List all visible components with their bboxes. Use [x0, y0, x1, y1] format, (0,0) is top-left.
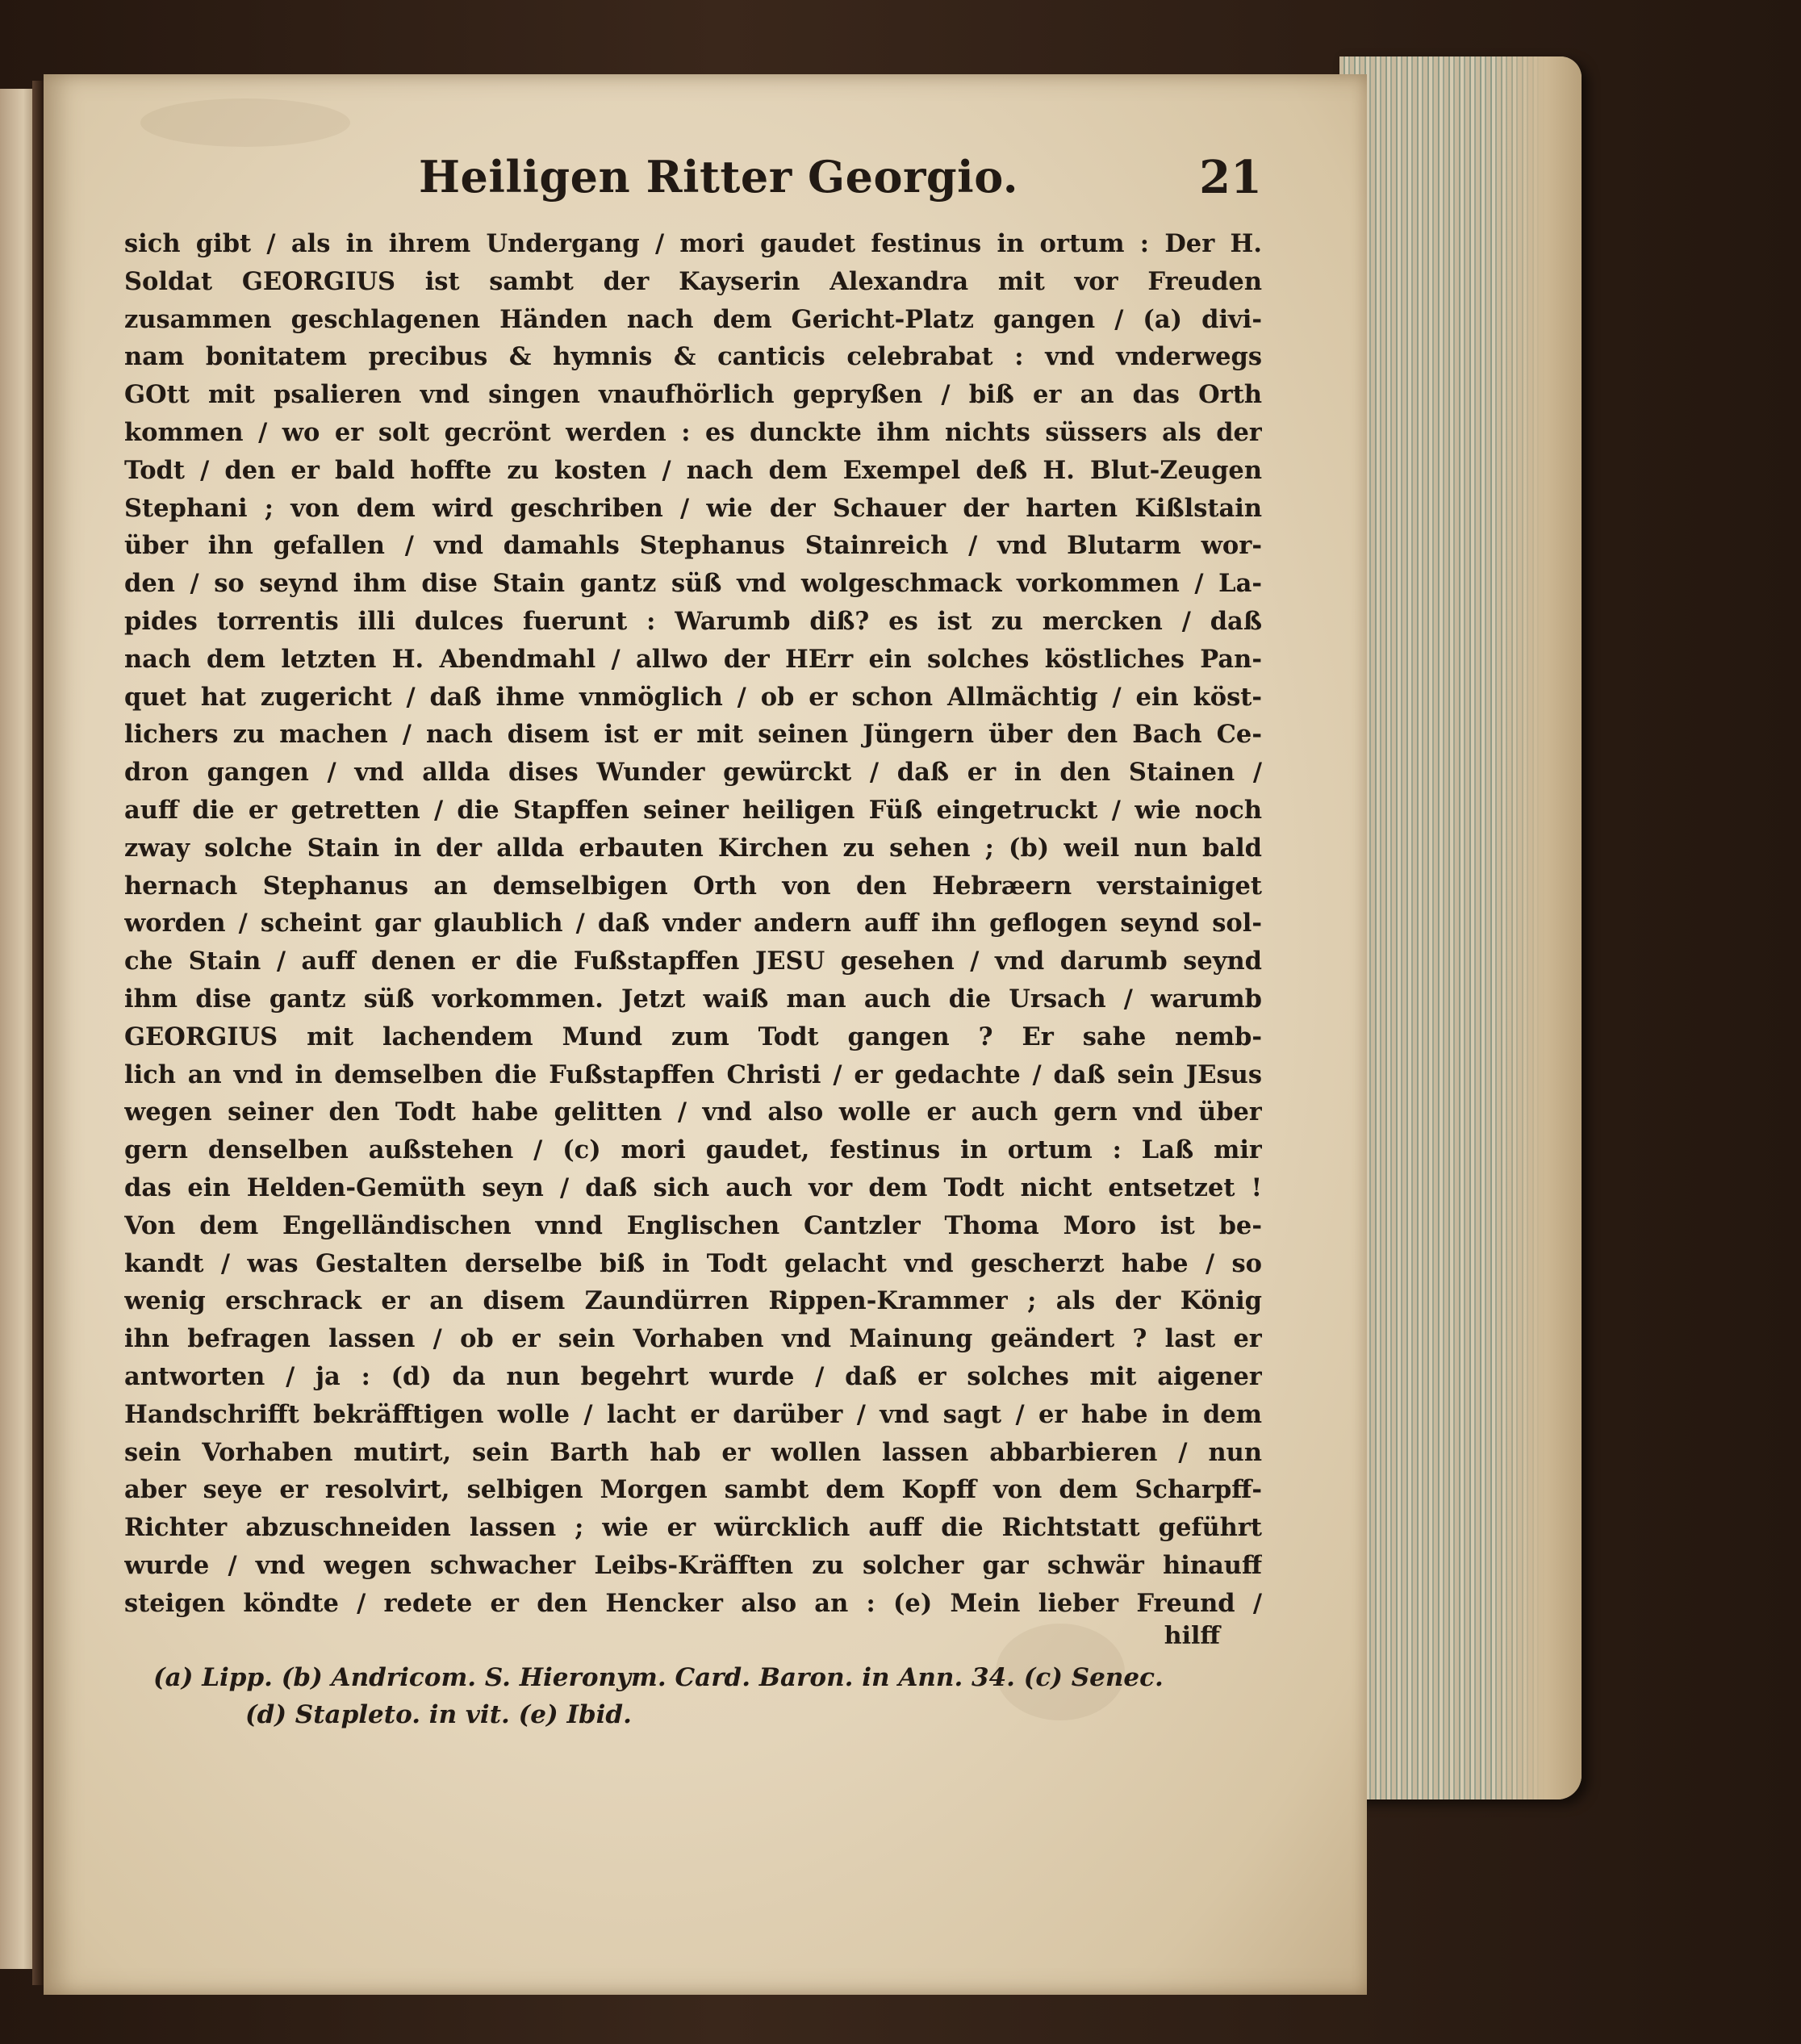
text-line: sich gibt / als in ihrem Undergang / mori gaudet festinus in ortum : Der H.	[124, 229, 1262, 258]
text-line: dron gangen / vnd allda dises Wunder gewürckt / daß er in den Stainen /	[124, 758, 1262, 788]
text-line: auff die er getretten / die Stapffen seiner heiligen Füß eingetruckt / wie noch	[124, 795, 1262, 825]
running-title: Heiligen Ritter Georgio.	[419, 151, 1019, 203]
text-line: antworten / ja : (d) da nun begehrt wurde / daß er solches mit aigener	[124, 1361, 1262, 1391]
footnote-line: (a) Lipp. (b) Andricom. S. Hieronym. Card. Baron. in Ann. 34. (c) Senec.	[153, 1663, 1164, 1693]
text-line: worden / scheint gar glaublich / daß vnder andern auff ihn geflogen seynd sol-	[124, 909, 1262, 938]
text-line: gern denselben außstehen / (c) mori gaudet, festinus in ortum : Laß mir	[124, 1135, 1262, 1165]
text-line: lichers zu machen / nach disem ist er mit seinen Jüngern über den Bach Ce-	[124, 720, 1262, 750]
text-line: steigen köndte / redete er den Hencker also an : (e) Mein lieber Freund /	[124, 1588, 1262, 1618]
text-line: kommen / wo er solt gecrönt werden : es dunckte ihm nichts süssers als der	[124, 417, 1262, 447]
page-header	[124, 151, 1262, 225]
text-line: GOtt mit psalieren vnd singen vnaufhörlich gepryßen / biß er an das Orth	[124, 380, 1262, 410]
page-block-edges	[1339, 56, 1582, 1799]
body-text	[124, 225, 1262, 1622]
text-line: Richter abzuschneiden lassen ; wie er würcklich auff die Richtstatt geführt	[124, 1513, 1262, 1543]
text-line: Todt / den er bald hoffte zu kosten / nach dem Exempel deß H. Blut-Zeugen	[124, 455, 1262, 485]
text-line: zusammen geschlagenen Händen nach dem Gericht-Platz gangen / (a) divi-	[124, 304, 1262, 334]
text-line: zway solche Stain in der allda erbauten Kirchen zu sehen ; (b) weil nun bald	[124, 833, 1262, 863]
text-line: aber seye er resolvirt, selbigen Morgen sambt dem Kopff von dem Scharpff-	[124, 1475, 1262, 1505]
page	[44, 74, 1367, 1995]
text-line: che Stain / auff denen er die Fußstapffen JESU gesehen / vnd darumb seynd	[124, 947, 1262, 976]
text-line: wegen seiner den Todt habe gelitten / vnd also wolle er auch gern vnd über	[124, 1097, 1262, 1127]
text-line: wurde / vnd wegen schwacher Leibs-Kräfften zu solcher gar schwär hinauff	[124, 1550, 1262, 1580]
text-line: sein Vorhaben mutirt, sein Barth hab er wollen lassen abbarbieren / nun	[124, 1437, 1262, 1467]
text-line: kandt / was Gestalten derselbe biß in Todt gelacht vnd gescherzt habe / so	[124, 1248, 1262, 1278]
text-line: Handschrifft bekräfftigen wolle / lacht er darüber / vnd sagt / er habe in dem	[124, 1399, 1262, 1429]
text-line: lich an vnd in demselben die Fußstapffen Christi / er gedachte / daß sein JEsus	[124, 1060, 1262, 1089]
text-line: nach dem letzten H. Abendmahl / allwo der HErr ein solches köstliches Pan-	[124, 644, 1262, 674]
text-line: das ein Helden-Gemüth seyn / daß sich auch vor dem Todt nicht entsetzet !	[124, 1172, 1262, 1202]
text-block	[124, 151, 1262, 1733]
text-line: ihm dise gantz süß vorkommen. Jetzt waiß man auch die Ursach / warumb	[124, 984, 1262, 1014]
text-line: quet hat zugericht / daß ihme vnmöglich / ob er schon Allmächtig / ein köst-	[124, 682, 1262, 712]
text-line: Soldat GEORGIUS ist sambt der Kayserin Alexandra mit vor Freuden	[124, 266, 1262, 296]
text-line: hernach Stephanus an demselbigen Orth von den Hebræern verstainiget	[124, 871, 1262, 901]
text-line: pides torrentis illi dulces fuerunt : Warumb diß? es ist zu mercken / daß	[124, 606, 1262, 636]
text-line: ihn befragen lassen / ob er sein Vorhaben vnd Mainung geändert ? last er	[124, 1324, 1262, 1354]
footnote-line: (d) Stapleto. in vit. (e) Ibid.	[245, 1700, 632, 1730]
text-line: Stephani ; von dem wird geschriben / wie der Schauer der harten Kißlstain	[124, 493, 1262, 523]
text-line: Von dem Engelländischen vnnd Englischen Cantzler Thoma Moro ist be-	[124, 1210, 1262, 1240]
catchword-row	[124, 1622, 1262, 1657]
text-line: nam bonitatem precibus & hymnis & canticis celebrabat : vnd vnderwegs	[124, 342, 1262, 372]
page-number: 21	[1199, 151, 1262, 204]
paper-stain	[140, 98, 350, 147]
text-line: GEORGIUS mit lachendem Mund zum Todt gangen ? Er sahe nemb-	[124, 1022, 1262, 1051]
text-line: den / so seynd ihm dise Stain gantz süß vnd wolgeschmack vorkommen / La-	[124, 569, 1262, 599]
text-line: über ihn gefallen / vnd damahls Stephanus Stainreich / vnd Blutarm wor-	[124, 531, 1262, 561]
footnotes	[124, 1659, 1262, 1733]
text-line: wenig erschrack er an disem Zaundürren Rippen-Krammer ; als der König	[124, 1286, 1262, 1316]
catchword: hilff	[1164, 1622, 1220, 1651]
